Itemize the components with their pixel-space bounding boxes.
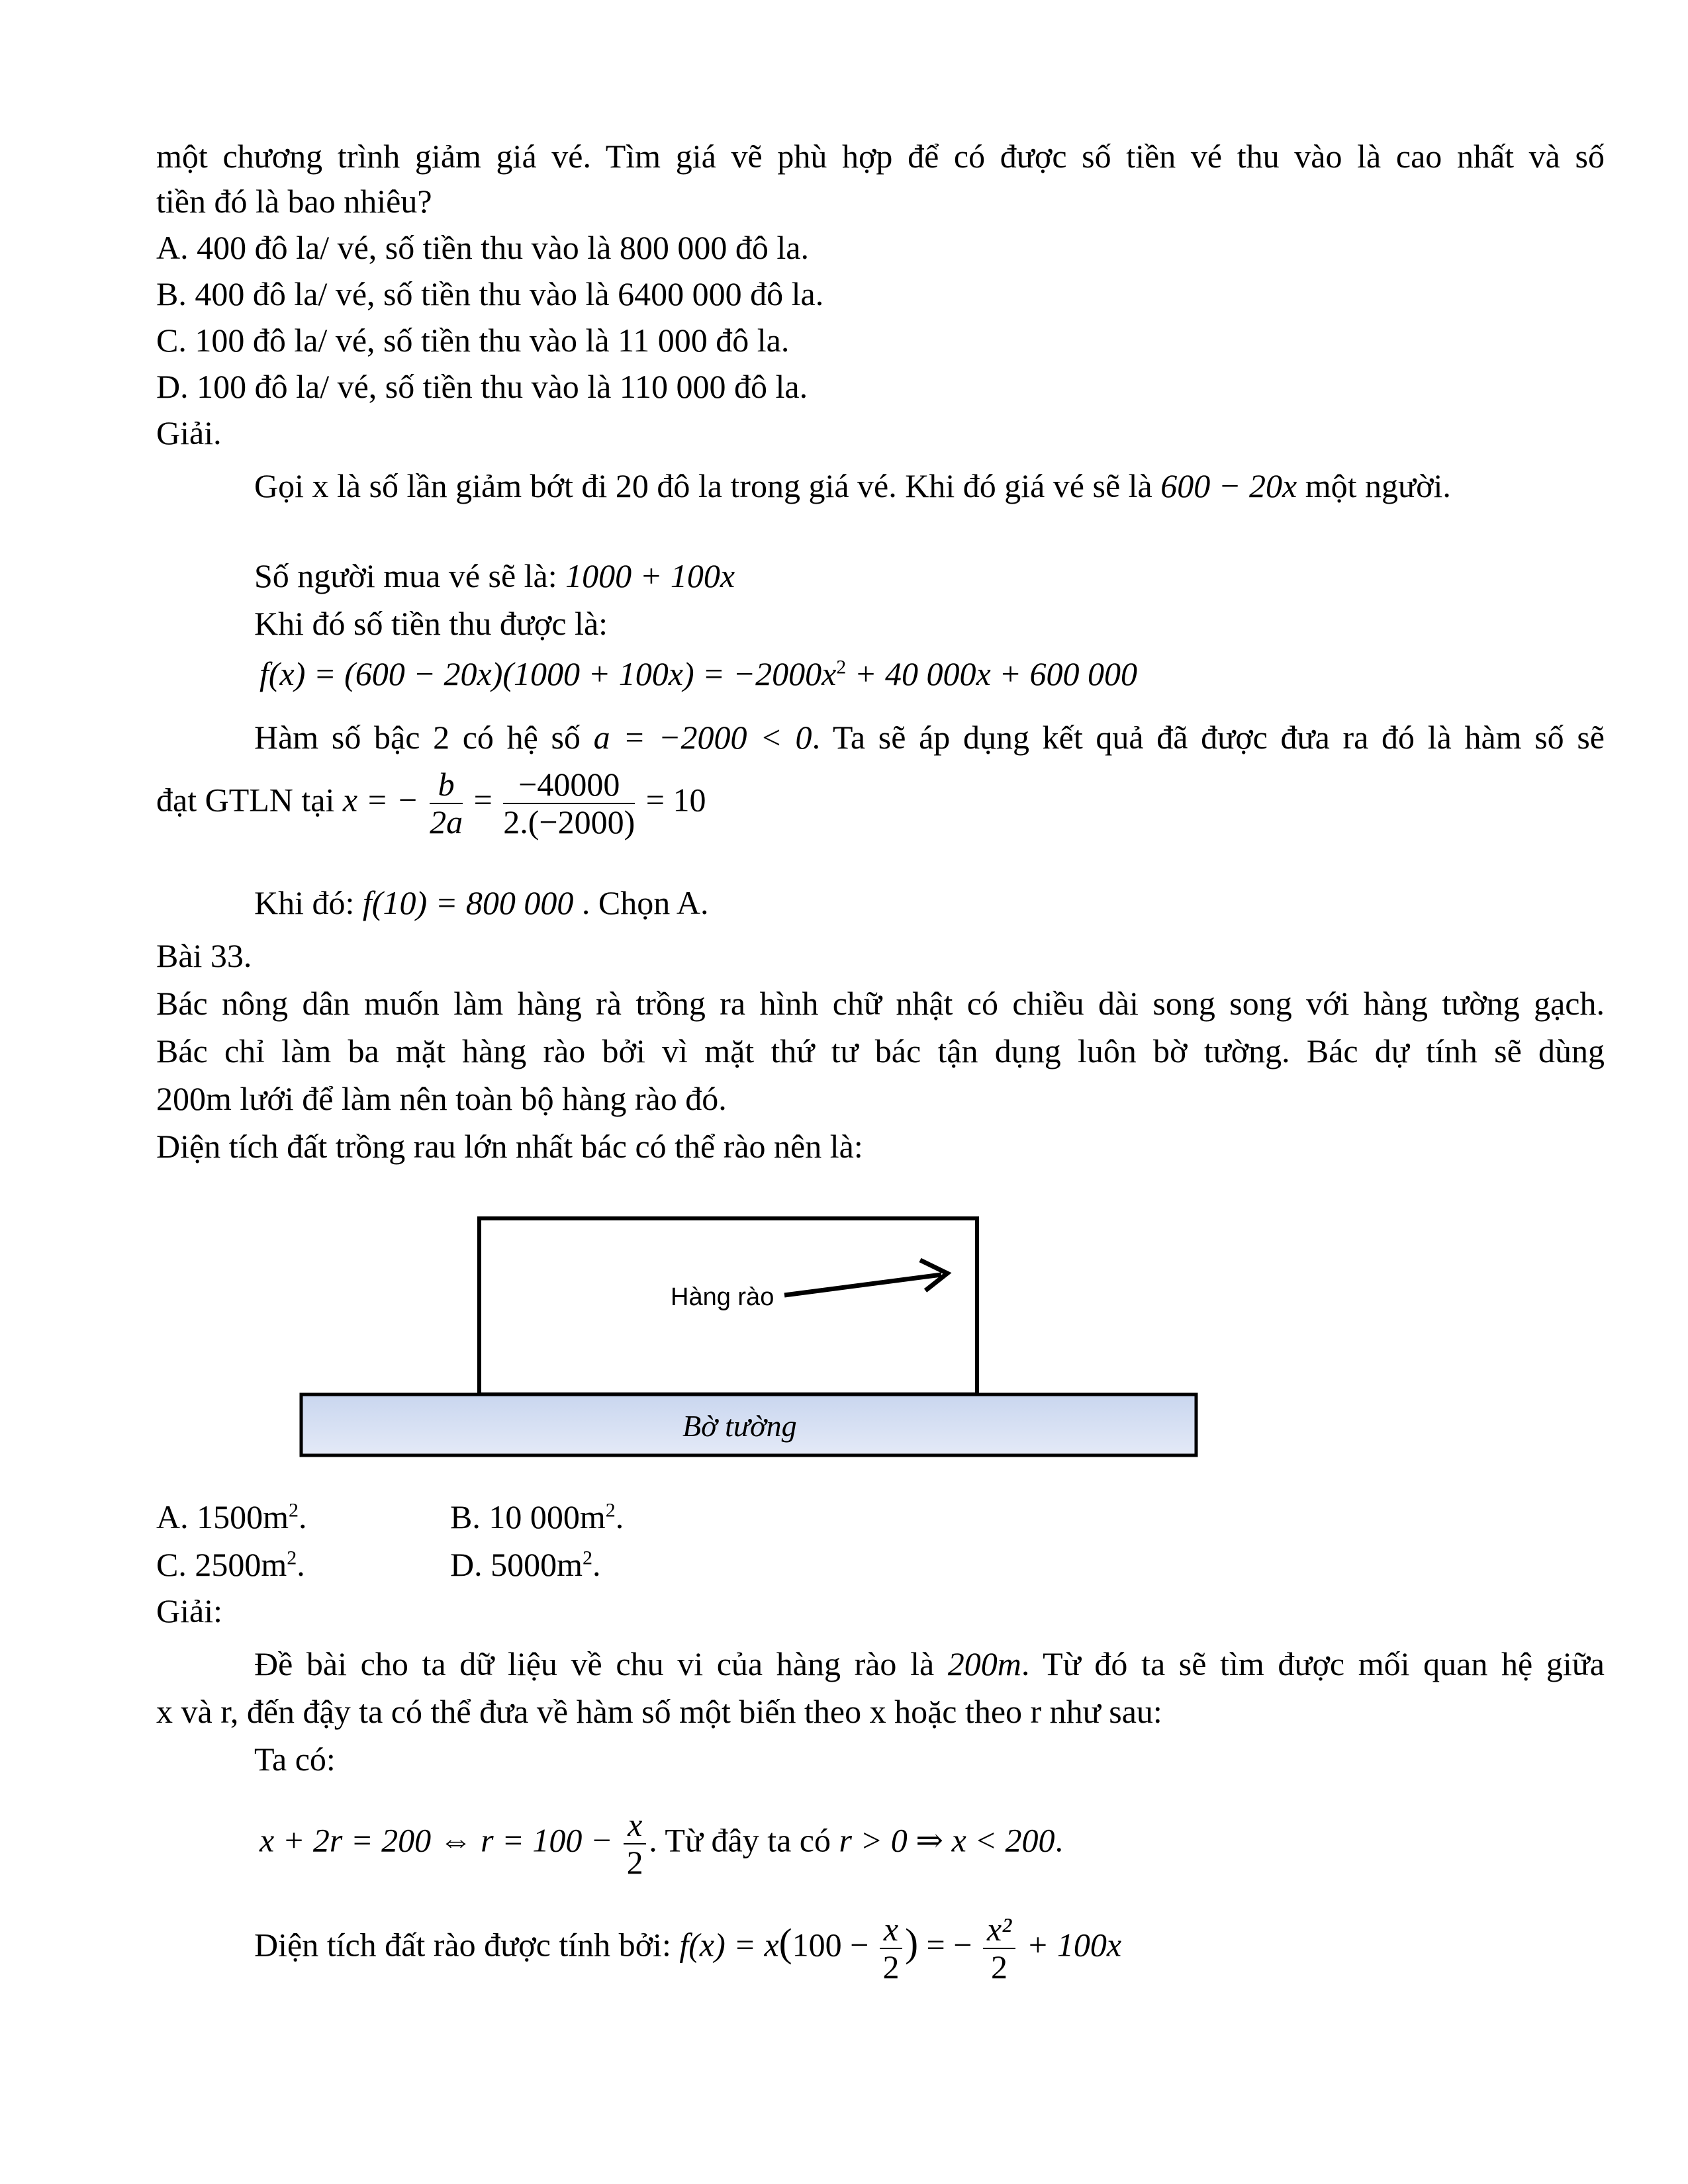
area-result-fraction: $\frac{\text{x²}}{2}$ (983, 1911, 1015, 1985)
sol32-step5: đạt GTLN tại x = − $\frac{b}{2a}$ = $\frac{-40000}{2.(-2000)}$ = 10 (156, 766, 706, 841)
area-inner-fraction: $\frac{x}{2}$ (880, 1911, 902, 1985)
q33-text-line-2: Bác chỉ làm ba mặt hàng rào bởi vì mặt thứ tư bác tận dụng luôn bờ tường. Bác dự tính sẽ dùng (156, 1032, 1605, 1069)
sol32-heading: Giải. (156, 414, 222, 451)
q32-text-line-1: một chương trình giảm giá vé. Tìm giá vẽ phù hợp để có được số tiền vé thu vào là cao nhất và số (156, 138, 1605, 175)
q32-option-d: D. 100 đô la/ vé, số tiền thu vào là 110 000 đô la. (156, 368, 808, 405)
sol33-line-1: Đề bài cho ta dữ liệu về chu vi của hàng rào là 200m. Từ đó ta sẽ tìm được mối quan hệ giữa (254, 1645, 1605, 1682)
sol32-step1: Gọi x là số lần giảm bớt đi 20 đô la trong giá vé. Khi đó giá vé sẽ là 600 − 20x một người. (254, 467, 1451, 504)
vertex-value-fraction: $\frac{-40000}{2.(-2000)}$ (503, 766, 635, 841)
sol33-line-3: Ta có: (254, 1741, 336, 1778)
price-expression: 600 − 20x (1160, 467, 1297, 504)
q33-title: Bài 33. (156, 937, 252, 974)
sol32-step2: Số người mua vé sẽ là: 1000 + 100x (254, 557, 735, 594)
sol33-area-formula: Diện tích đất rào được tính bởi: f(x) = x(100 − $\frac{x}{2}$ ) = − $\frac{\text{x²}}{2}$ + 100x (254, 1911, 1122, 1985)
vertex-fraction: $\frac{b}{2a}$ (430, 766, 463, 841)
q33-option-d: D. $5000m^2$. (450, 1546, 601, 1583)
q33-text-line-1: Bác nông dân muốn làm hàng rà trồng ra hình chữ nhật có chiều dài song song với hàng tường gạch. (156, 985, 1605, 1022)
q32-option-c: C. 100 đô la/ vé, số tiền thu vào là 11 000 đô la. (156, 322, 790, 359)
buyers-expression: 1000 + 100x (565, 557, 735, 594)
q32-option-a: A. 400 đô la/ vé, số tiền thu vào là 800 000 đô la. (156, 229, 809, 266)
sol33-relation: x + 2r = 200 ⇔ r = 100 − $\frac{x}{2}$ . Từ đây ta có r > 0 ⇒ x < 200. (259, 1806, 1064, 1881)
sol33-heading: Giải: (156, 1592, 222, 1629)
q33-option-a: A. $1500m^2$. (156, 1498, 307, 1535)
q32-text-line-2: tiền đó là bao nhiêu? (156, 183, 432, 220)
q33-option-b: B. 10 $000m^2$. (450, 1498, 624, 1535)
sol32-step4: Hàm số bậc 2 có hệ số a = −2000 < 0. Ta sẽ áp dụng kết quả đã được đưa ra đó là hàm số sẽ (254, 719, 1605, 756)
relation-fraction: $\frac{x}{2}$ (624, 1807, 646, 1881)
q33-text-line-3: 200m lưới để làm nên toàn bộ hàng rào đó. (156, 1080, 727, 1117)
sol32-step3: Khi đó số tiền thu được là: (254, 605, 608, 642)
wall-label: Bờ tường (682, 1409, 797, 1443)
sol33-line-2: x và r, đến đậy ta có thể đưa về hàm số một biến theo x hoặc theo r như sau: (156, 1693, 1162, 1730)
revenue-formula: $f(x) = (600 - 20x)(1000 + 100x) = -2000x^2 + 40$ 000x + 600 000 (259, 655, 1137, 692)
q33-text-line-4: Diện tích đất trồng rau lớn nhất bác có thể rào nên là: (156, 1128, 863, 1165)
fence-label: Hàng rào (671, 1283, 774, 1311)
sol32-step6: Khi đó: f(10) = 800 000 . Chọn A. (254, 884, 709, 921)
fence-diagram (291, 1205, 1218, 1469)
q32-option-b: B. 400 đô la/ vé, số tiền thu vào là 6400 000 đô la. (156, 275, 824, 312)
q33-option-c: C. $2500m^2$. (156, 1546, 305, 1583)
